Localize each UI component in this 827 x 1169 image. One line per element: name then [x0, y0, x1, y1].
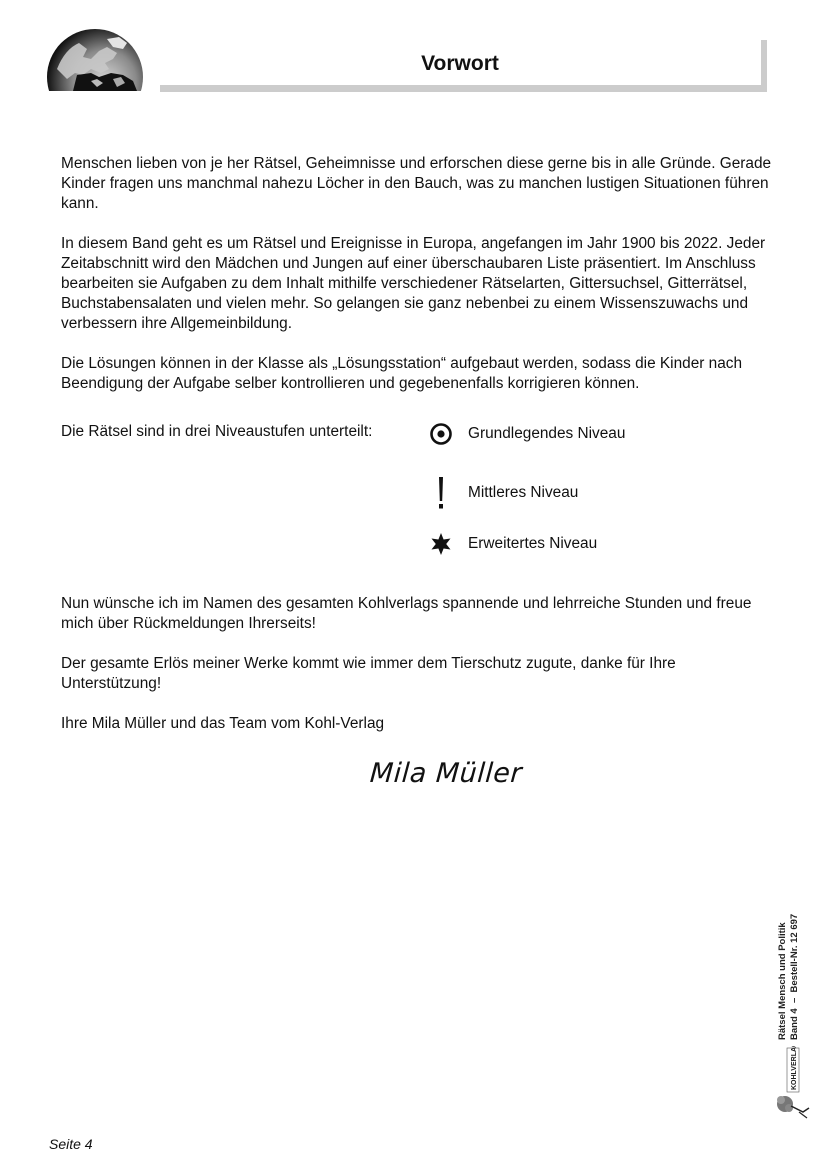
exclamation-icon — [428, 476, 454, 510]
paragraph-wishes: Nun wünsche ich im Namen des gesamten Kohlverlags spannende und lehrreiche Stunden und freue mich über Rückmeldungen Ihrerseits! — [61, 595, 752, 632]
side-order-number: Band 4 – Bestell-Nr. 12 697 — [789, 913, 800, 1040]
side-text-block — [777, 820, 817, 1040]
paragraph-intro: Menschen lieben von je her Rätsel, Geheimnisse und erforschen diese gerne bis in alle Gründe. Gerade Kinder fragen uns manchmal nahezu Löcher in den Bauch, was zu manchen lustigen Situationen führen kann. — [61, 155, 772, 212]
level-basic-label: Grundlegendes Niveau — [468, 425, 626, 442]
side-series-title: Rätsel Mensch und Politik — [777, 922, 788, 1040]
kohl-verlag-logo — [773, 1046, 813, 1120]
six-point-star-icon — [428, 532, 454, 556]
level-intermediate — [428, 476, 578, 510]
level-advanced — [428, 532, 597, 556]
paragraph-solutions: Die Lösungen können in der Klasse als „Lösungsstation“ aufgebaut werden, sodass die Kinder nach Beendigung der Aufgabe selber kontrollieren und gegebenenfalls korrigieren können. — [61, 355, 743, 392]
logo-text: KOHLVERLAG — [791, 1046, 798, 1090]
paragraph-content: In diesem Band geht es um Rätsel und Ereignisse in Europa, angefangen im Jahr 1900 bis 2022. Jeder Zeitabschnitt wird den Mädchen und Jungen auf einer überschaubaren Liste präsentiert. Im Anschluss bearbeiten sie Aufgaben zu dem Inhalt mithilfe verschiedener Rätselarten, Gittersuchsel, Gitterrätsel, Buchstabensalaten und vielen mehr. So gelangen sie ganz nebenbei zu einem Wissenszuwachs und verbessern ihre Allgemeinbildung. — [61, 235, 766, 332]
level-advanced-label: Erweitertes Niveau — [468, 535, 598, 552]
title-frame-bottom — [160, 85, 767, 92]
circled-dot-icon — [428, 422, 454, 446]
author-signature: Mila Müller — [368, 758, 524, 789]
page-number: Seite 4 — [49, 1136, 93, 1152]
globe-europe-icon — [47, 29, 143, 91]
paragraph-closing: Ihre Mila Müller und das Team vom Kohl-Verlag — [61, 715, 385, 732]
level-intermediate-label: Mittleres Niveau — [468, 484, 579, 501]
page-title: Vorwort — [421, 52, 499, 75]
side-publication-info — [773, 900, 813, 1120]
paragraph-proceeds: Der gesamte Erlös meiner Werke kommt wie immer dem Tierschutz zugute, danke für Ihre Unterstützung! — [61, 655, 676, 692]
level-basic — [428, 422, 625, 446]
levels-intro: Die Rätsel sind in drei Niveaustufen unterteilt: — [61, 423, 373, 440]
